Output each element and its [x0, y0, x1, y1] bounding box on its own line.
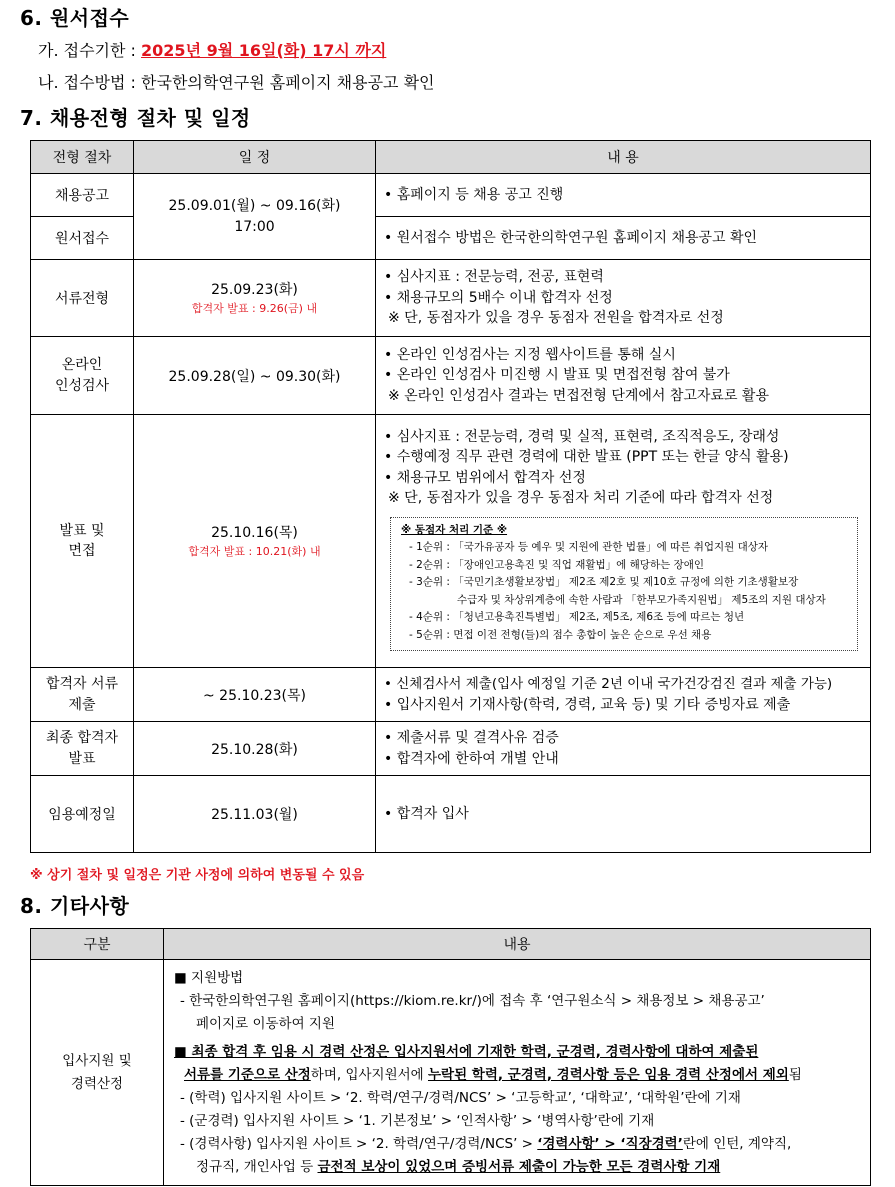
- plain-text: 정규직, 개인사업 등: [196, 1158, 318, 1175]
- content-cell: [376, 668, 871, 722]
- section-7-title: 7. 채용전형 절차 및 일정: [20, 106, 251, 130]
- category-text: 경력산정: [70, 1075, 124, 1092]
- tiebreak-title: ※ 동점자 처리 기준 ※: [401, 523, 508, 536]
- step-text: 면접: [68, 543, 96, 559]
- method-heading: ■ 지원방법: [174, 969, 244, 986]
- content-line: • 합격자 입사: [384, 805, 469, 822]
- content-line: • 제출서류 및 결격사유 검증: [384, 730, 559, 746]
- plain-text: 됨: [788, 1066, 802, 1083]
- step-text: 발표 및: [59, 522, 105, 539]
- content-note: ※ 단, 동점자가 있을 경우 동점자 처리 기준에 따라 합격자 선정: [388, 490, 774, 507]
- category-cell: [31, 960, 164, 1186]
- tiebreak-item: - 5순위 : 면접 이전 전형(들)의 점수 총합이 높은 순으로 우선 채용: [409, 628, 712, 641]
- career-heading: ■ 최종 합격 후 임용 시 경력 산정은 입사지원서에 기재한 학력, 군경력, 경력사항에 대하여 제출된: [174, 1043, 759, 1060]
- tiebreak-item: - 1순위 : 「국가유공자 등 예우 및 지원에 관한 법률」에 따른 취업지원 대상자: [409, 541, 769, 554]
- date-note: 합격자 발표 : 10.21(화) 내: [188, 545, 321, 559]
- category-text: 입사지원 및: [62, 1052, 132, 1069]
- content-line: • 채용규모의 5배수 이내 합격자 선정: [384, 289, 613, 306]
- deadline-row: [38, 38, 386, 61]
- tiebreak-item: - 2순위 : 「장애인고용촉진 및 직업 재활법」에 해당하는 장애인: [409, 558, 704, 571]
- table-row: [31, 174, 871, 217]
- content-cell: [376, 337, 871, 415]
- date-cell: 25.09.28(일) ~ 09.30(화): [134, 337, 376, 415]
- plain-text: 란에 인턴, 계약직,: [682, 1135, 792, 1152]
- content-line: - (군경력) 입사지원 사이트 > ‘1. 기본정보’ > ‘인적사항’ > ‘병역사항’란에 기재: [180, 1112, 655, 1129]
- date-text: 25.10.16(목): [211, 524, 298, 541]
- header-date: 일 정: [134, 141, 376, 174]
- header-category: 구분: [31, 929, 164, 960]
- content-line: [174, 1133, 862, 1156]
- header-content: 내 용: [376, 141, 871, 174]
- step-cell: [31, 668, 134, 722]
- section-6-title: 6. 원서접수: [20, 6, 130, 30]
- step-cell: 채용공고: [31, 174, 134, 217]
- step-text: 인성검사: [54, 377, 110, 394]
- table-row: [31, 776, 871, 853]
- date-cell: [134, 260, 376, 337]
- date-text: 25.09.23(화): [211, 281, 298, 298]
- plain-text: 하며, 입사지원서에: [310, 1066, 428, 1083]
- plain-text: - (경력사항) 입사지원 사이트 > ‘2. 학력/연구/경력/NCS’ >: [180, 1135, 538, 1152]
- content-line: • 원서접수 방법은 한국한의학연구원 홈페이지 채용공고 확인: [384, 229, 758, 246]
- content-line: - (학력) 입사지원 사이트 > ‘2. 학력/연구/경력/NCS’ > ‘고등학교’, ‘대학교’, ‘대학원’란에 기재: [180, 1089, 741, 1106]
- date-cell: [134, 415, 376, 668]
- step-text: 발표: [68, 750, 96, 767]
- step-cell: [31, 337, 134, 415]
- schedule-note: ※ 상기 절차 및 일정은 기관 사정에 의하여 변동될 수 있음: [30, 868, 365, 883]
- content-cell: [164, 960, 871, 1186]
- table-row: [31, 668, 871, 722]
- step-cell: 원서접수: [31, 217, 134, 260]
- content-cell: [376, 415, 871, 668]
- content-line: • 합격자에 한하여 개별 안내: [384, 750, 559, 767]
- content-line: • 수행예정 직무 관련 경력에 대한 발표 (PPT 또는 한글 양식 활용): [384, 449, 789, 466]
- content-line: 페이지로 이동하여 지원: [196, 1015, 335, 1032]
- step-text: 합격자 서류: [45, 676, 119, 692]
- step-text: 최종 합격자: [45, 730, 119, 746]
- date-cell: [134, 174, 376, 260]
- method-label: 나. 접수방법 :: [38, 73, 136, 92]
- emphasis-text: 누락된 학력, 군경력, 경력사항 등은 임용 경력 산정에서 제외: [427, 1066, 789, 1083]
- content-cell: [376, 174, 871, 217]
- method-value: 한국한의학연구원 홈페이지 채용공고 확인: [141, 73, 435, 92]
- content-line: • 온라인 인성검사는 지정 웹사이트를 통해 실시: [384, 346, 676, 363]
- content-cell: [376, 722, 871, 776]
- step-text: 제출: [68, 696, 96, 713]
- content-line: • 온라인 인성검사 미진행 시 발표 및 면접전형 참여 불가: [384, 367, 730, 384]
- content-line: • 심사지표 : 전문능력, 전공, 표현력: [384, 269, 604, 286]
- misc-header-row: [31, 929, 871, 960]
- tiebreak-item: 수급자 및 차상위계층에 속한 사람과 「한부모가족지원법」 제5조의 지원 대상자: [457, 593, 826, 606]
- emphasis-text: 금전적 보상이 있었으며 증빙서류 제출이 가능한 모든 경력사항 기재: [317, 1158, 721, 1175]
- table-row: [31, 960, 871, 1186]
- content-line: [174, 1156, 862, 1179]
- content-cell: [376, 217, 871, 260]
- method-row: [38, 70, 435, 93]
- date-time: 17:00: [234, 218, 275, 235]
- emphasis-text: ‘경력사항’ > ‘직장경력’: [537, 1135, 683, 1152]
- misc-table: [30, 928, 871, 1186]
- header-content: 내용: [164, 929, 871, 960]
- deadline-value: 2025년 9월 16일(화) 17시 까지: [141, 41, 387, 60]
- table-row: [31, 260, 871, 337]
- content-line: [174, 1064, 862, 1087]
- date-cell: 25.10.28(화): [134, 722, 376, 776]
- content-line: • 심사지표 : 전문능력, 경력 및 실적, 표현력, 조직적응도, 장래성: [384, 428, 780, 445]
- content-line: - 한국한의학연구원 홈페이지(https://kiom.re.kr/)에 접속 후 ‘연구원소식 > 채용정보 > 채용공고’: [180, 992, 765, 1009]
- table-row: [31, 415, 871, 668]
- date-cell: ~ 25.10.23(목): [134, 668, 376, 722]
- tiebreak-box: [390, 517, 858, 652]
- date-text: 25.09.01(월) ~ 09.16(화): [168, 198, 341, 214]
- date-cell: 25.11.03(월): [134, 776, 376, 853]
- content-cell: [376, 776, 871, 853]
- content-note: ※ 온라인 인성검사 결과는 면접전형 단계에서 참고자료로 활용: [388, 387, 769, 404]
- table-row: [31, 722, 871, 776]
- tiebreak-item: - 3순위 : 「국민기초생활보장법」 제2조 제2호 및 제10호 규정에 의한 기초생활보장: [409, 576, 799, 589]
- step-cell: 임용예정일: [31, 776, 134, 853]
- step-text: 온라인: [61, 357, 103, 373]
- content-line: • 채용규모 범위에서 합격자 선정: [384, 469, 586, 486]
- schedule-table: [30, 140, 871, 853]
- emphasis-text: 서류를 기준으로 산정: [184, 1066, 311, 1083]
- content-line: • 홈페이지 등 채용 공고 진행: [384, 186, 564, 203]
- content-note: ※ 단, 동점자가 있을 경우 동점자 전원을 합격자로 선정: [388, 310, 724, 327]
- section-8-title: 8. 기타사항: [20, 894, 130, 918]
- tiebreak-item: - 4순위 : 「청년고용촉진특별법」 제2조, 제5조, 제6조 등에 따르는 청년: [409, 611, 745, 624]
- deadline-label: 가. 접수기한 :: [38, 41, 136, 60]
- table-row: [31, 337, 871, 415]
- step-cell: [31, 722, 134, 776]
- header-step: 전형 절차: [31, 141, 134, 174]
- step-cell: 서류전형: [31, 260, 134, 337]
- content-line: • 입사지원서 기재사항(학력, 경력, 교육 등) 및 기타 증빙자료 제출: [384, 696, 791, 713]
- content-line: • 신체검사서 제출(입사 예정일 기준 2년 이내 국가건강검진 결과 제출 가능): [384, 676, 833, 692]
- schedule-header-row: [31, 141, 871, 174]
- step-cell: [31, 415, 134, 668]
- content-cell: [376, 260, 871, 337]
- date-note: 합격자 발표 : 9.26(금) 내: [191, 302, 318, 316]
